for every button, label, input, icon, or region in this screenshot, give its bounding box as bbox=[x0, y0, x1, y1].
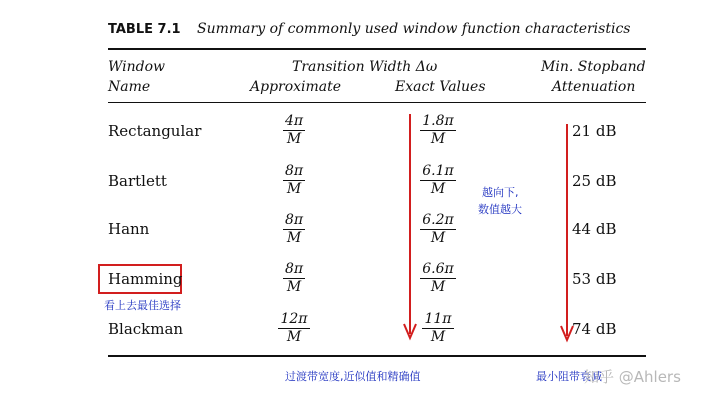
approx-value bbox=[269, 212, 319, 247]
fraction-numerator: 4π bbox=[284, 113, 304, 129]
header-approximate: Approximate bbox=[250, 79, 342, 95]
fraction-denominator: M bbox=[286, 181, 302, 197]
attenuation-value: 21 dB bbox=[572, 122, 617, 140]
fraction-denominator: M bbox=[430, 131, 446, 147]
row-name-hann: Hann bbox=[108, 220, 150, 238]
approx-value bbox=[269, 113, 319, 148]
fraction-denominator: M bbox=[430, 230, 446, 246]
fraction-numerator: 6.1π bbox=[422, 163, 454, 179]
fraction-denominator: M bbox=[430, 279, 446, 295]
approx-value bbox=[269, 311, 319, 346]
header-transition: Transition Width Δω bbox=[292, 59, 438, 75]
hamming-note: 看上去最佳选择 bbox=[104, 299, 181, 312]
exact-value bbox=[413, 163, 463, 198]
fraction-denominator: M bbox=[430, 329, 446, 345]
increasing-note-line1: 越向下, bbox=[482, 186, 519, 199]
row-name-hamming: Hamming bbox=[108, 270, 183, 288]
fraction-denominator: M bbox=[286, 279, 302, 295]
fraction-numerator: 6.6π bbox=[422, 261, 454, 277]
attenuation-value: 44 dB bbox=[572, 220, 617, 238]
fraction-numerator: 8π bbox=[284, 163, 304, 179]
exact-value bbox=[413, 311, 463, 346]
stopband-note: 最小阻带衰减 bbox=[536, 370, 602, 383]
fraction-denominator: M bbox=[286, 230, 302, 246]
header-name: Name bbox=[108, 79, 151, 95]
exact-value bbox=[413, 113, 463, 148]
attenuation-value: 25 dB bbox=[572, 172, 617, 190]
header-window: Window bbox=[108, 59, 166, 75]
exact-values-down-arrow bbox=[400, 112, 420, 344]
fraction-numerator: 8π bbox=[284, 261, 304, 277]
approx-value bbox=[269, 163, 319, 198]
table-caption bbox=[108, 21, 630, 37]
top-rule bbox=[108, 48, 646, 50]
fraction-numerator: 11π bbox=[424, 311, 452, 327]
header-attenuation: Attenuation bbox=[552, 79, 636, 95]
transition-width-note: 过渡带宽度,近似值和精确值 bbox=[285, 370, 421, 383]
approx-value bbox=[269, 261, 319, 296]
header-stopband: Min. Stopband bbox=[541, 59, 646, 75]
fraction-denominator: M bbox=[286, 131, 302, 147]
watermark: 知乎 @Ahlers bbox=[584, 368, 681, 386]
fraction-denominator: M bbox=[286, 329, 302, 345]
row-name-bartlett: Bartlett bbox=[108, 172, 167, 190]
header-rule bbox=[108, 102, 646, 103]
fraction-numerator: 8π bbox=[284, 212, 304, 228]
bottom-rule bbox=[108, 355, 646, 357]
row-name-rectangular: Rectangular bbox=[108, 122, 202, 140]
fraction-denominator: M bbox=[430, 181, 446, 197]
attenuation-value: 53 dB bbox=[572, 270, 617, 288]
table-label: TABLE 7.1 bbox=[108, 22, 181, 37]
attenuation-value: 74 dB bbox=[572, 320, 617, 338]
fraction-numerator: 6.2π bbox=[422, 212, 454, 228]
exact-value bbox=[413, 261, 463, 296]
row-name-blackman: Blackman bbox=[108, 320, 184, 338]
fraction-numerator: 12π bbox=[280, 311, 308, 327]
increasing-note-line2: 数值越大 bbox=[478, 203, 522, 216]
exact-value bbox=[413, 212, 463, 247]
table-title: Summary of commonly used window function characteristics bbox=[197, 21, 631, 37]
header-exact: Exact Values bbox=[395, 79, 486, 95]
fraction-numerator: 1.8π bbox=[422, 113, 454, 129]
attenuation-down-arrow bbox=[557, 122, 577, 346]
